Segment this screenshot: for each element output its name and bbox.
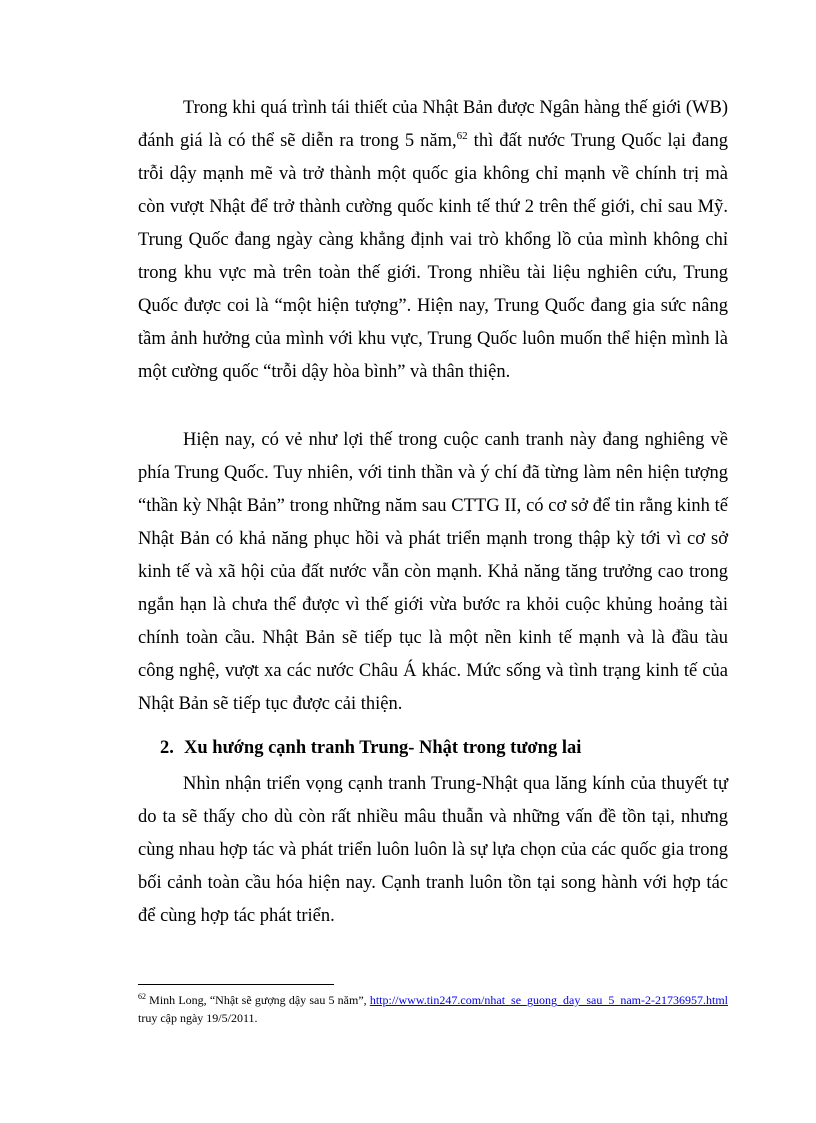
footnote-link[interactable]: http://www.tin247.com/nhat_se_guong_day_sau_5_nam-2-21736957.html	[369, 993, 728, 1007]
paragraph-1-text-b: thì đất nước Trung Quốc lại đang trỗi dậy mạnh mẽ và trở thành một quốc gia không chỉ mạnh về chính trị mà còn vượt Nhật để trở thành cường quốc kinh tế thứ 2 trên thế giới, chỉ sau Mỹ. Trung Quốc đang ngày càng khẳng định vai trò khổng lồ của mình không chỉ trong khu vực mà trên toàn thế giới. Trong nhiều tài liệu nghiên cứu, Trung Quốc được coi là “một hiện tượng”. Hiện nay, Trung Quốc đang gia sức nâng tầm ảnh hưởng của mình với khu vực, Trung Quốc luôn muốn thể hiện mình là một cường quốc “trỗi dậy hòa bình” và thân thiện.	[138, 131, 728, 382]
section-title: Xu hướng cạnh tranh Trung- Nhật trong tương lai	[184, 738, 582, 758]
section-heading	[160, 733, 720, 763]
footnote-text: Minh Long, “Nhật sẽ gượng dậy sau 5 năm”,	[146, 993, 370, 1007]
footnote-reference: 62	[456, 129, 468, 142]
paragraph-2-text: Hiện nay, có vẻ như lợi thế trong cuộc canh tranh này đang nghiêng về phía Trung Quốc. Tuy nhiên, với tinh thần và ý chí đã từng làm nên hiện tượng “thần kỳ Nhật Bản” trong những năm sau CTTG II, có cơ sở để tin rằng kinh tế Nhật Bản có khả năng phục hồi và phát triển mạnh trong thập kỳ tới vì cơ sở kinh tế và xã hội của đất nước vẫn còn mạnh. Khả năng tăng trưởng cao trong ngắn hạn là chưa thể được vì thế giới vừa bước ra khỏi cuộc khủng hoảng tài chính toàn cầu. Nhật Bản sẽ tiếp tục là một nền kinh tế mạnh và là đầu tàu công nghệ, vượt xa các nước Châu Á khác. Mức sống và tình trạng kinh tế của Nhật Bản sẽ tiếp tục được cải thiện.	[138, 430, 728, 714]
paragraph-1	[138, 92, 728, 389]
footnote-access-date: truy cập ngày 19/5/2011.	[138, 1011, 258, 1025]
footnote-separator	[138, 984, 334, 985]
section-number: 2.	[160, 738, 174, 758]
paragraph-3	[138, 768, 728, 933]
paragraph-1-text-a: Trong khi quá trình tái thiết của Nhật Bản được Ngân hàng thế giới (WB) đánh giá là có thể sẽ diễn ra trong 5 năm,	[138, 98, 728, 151]
paragraph-2	[138, 424, 728, 721]
footnote-mark: 62	[138, 992, 146, 1001]
footnote	[138, 991, 728, 1027]
paragraph-3-text: Nhìn nhận triển vọng cạnh tranh Trung-Nhật qua lăng kính của thuyết tự do ta sẽ thấy cho dù còn rất nhiều mâu thuẫn và những vấn đề tồn tại, nhưng cùng nhau hợp tác và phát triển luôn luôn là sự lựa chọn của các quốc gia trong bối cảnh toàn cầu hóa hiện nay. Cạnh tranh luôn tồn tại song hành với hợp tác để cùng hợp tác phát triển.	[138, 774, 728, 926]
